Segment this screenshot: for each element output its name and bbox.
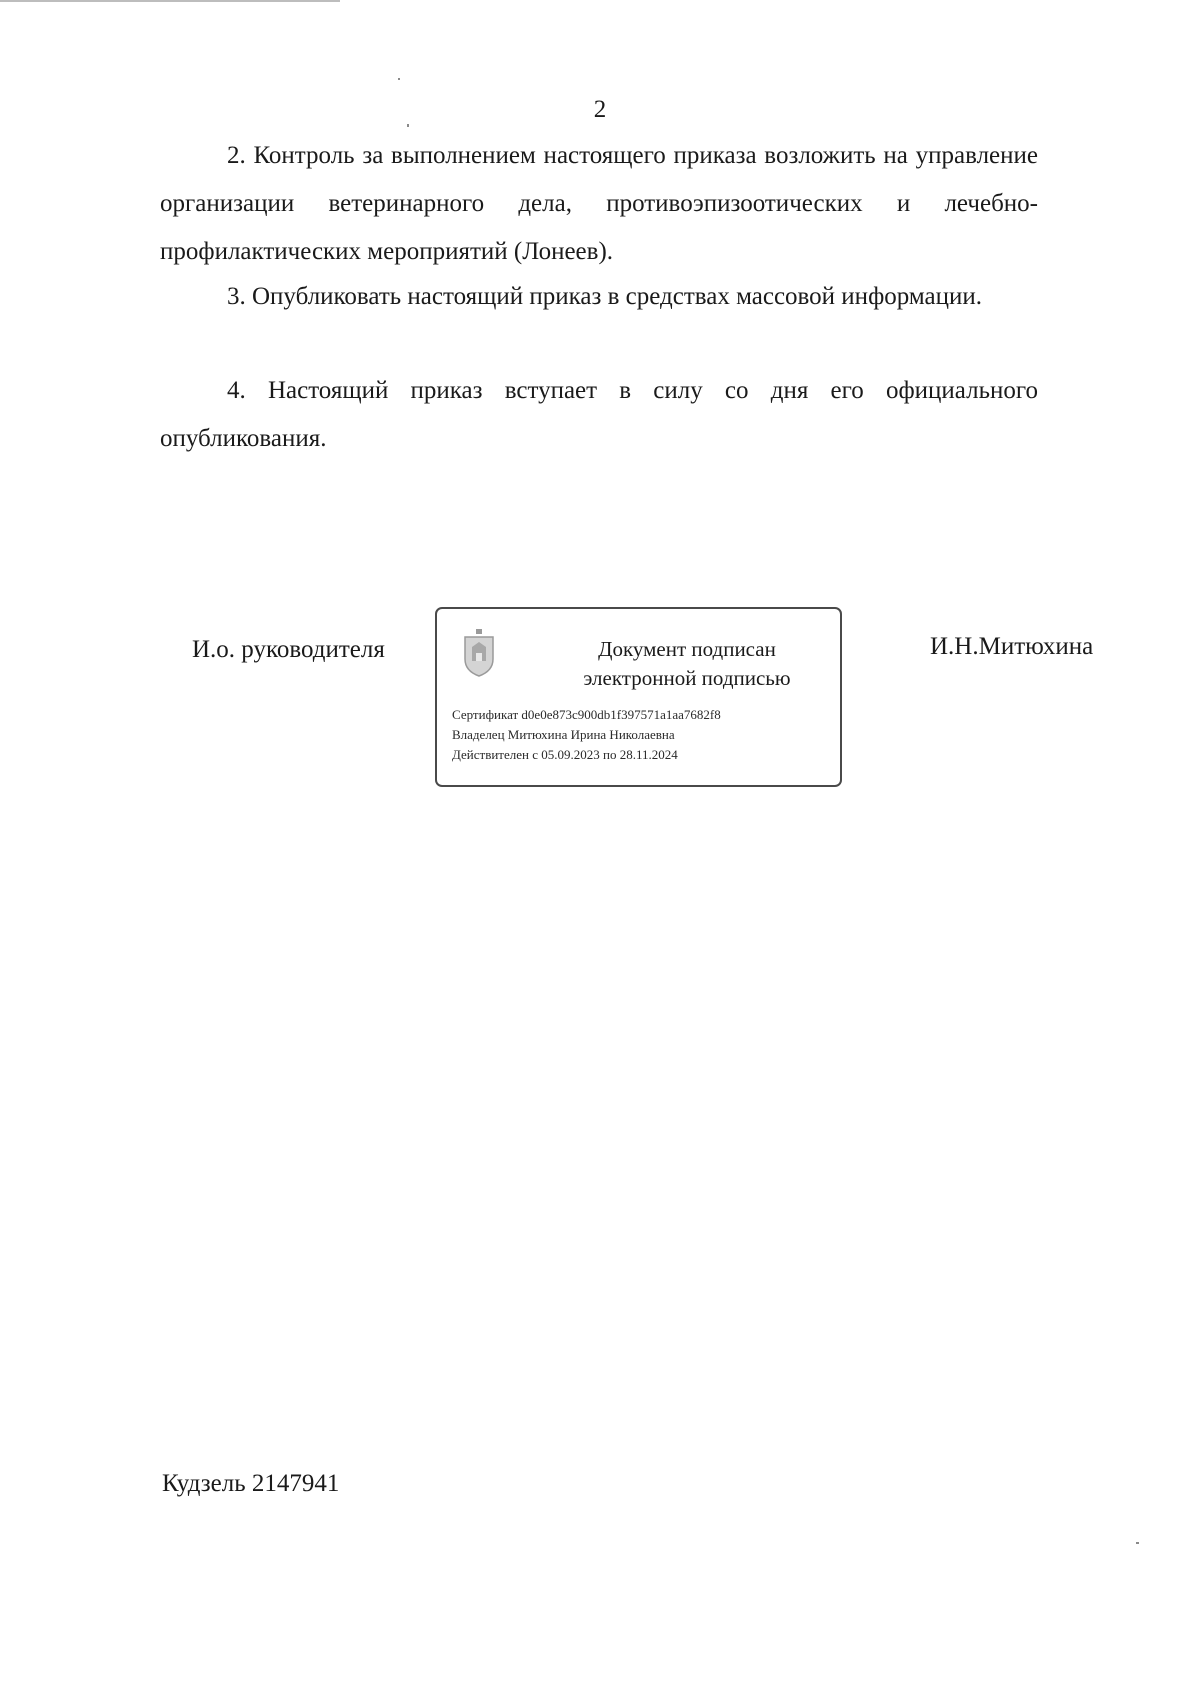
executor-contact: Кудзель 2147941 <box>162 1470 340 1497</box>
paragraph-control: 2. Контроль за выполнением настоящего приказа возложить на управление организации ветеринарного дела, противоэпизоотических и лечебно-профилактических мероприятий (Лонеев). <box>160 142 1038 265</box>
stamp-owner: Владелец Митюхина Ирина Николаевна <box>452 727 675 742</box>
stamp-heading-line: электронной подписью <box>583 666 791 690</box>
coat-of-arms-icon <box>459 627 499 679</box>
page-number: 2 <box>593 96 607 123</box>
signatory-name: И.Н.Митюхина <box>930 633 1094 660</box>
stamp-heading-line: Документ подписан <box>598 637 776 661</box>
stamp-details <box>452 705 721 765</box>
stamp-validity: Действителен с 05.09.2023 по 28.11.2024 <box>452 747 678 762</box>
scan-speck <box>407 124 409 127</box>
signatory-title: И.о. руководителя <box>192 636 385 663</box>
paragraph-publish: 3. Опубликовать настоящий приказ в средствах массовой информации. <box>227 283 983 310</box>
stamp-certificate: Сертификат d0e0e873c900db1f397571a1aa7682f8 <box>452 707 721 722</box>
electronic-signature-stamp <box>435 607 842 787</box>
stamp-heading <box>542 635 832 693</box>
paragraph-effective: 4. Настоящий приказ вступает в силу со дня его официального опубликования. <box>160 377 1038 452</box>
scan-edge-line <box>0 0 340 2</box>
scan-speck <box>1136 1542 1139 1544</box>
scan-speck <box>398 78 400 80</box>
